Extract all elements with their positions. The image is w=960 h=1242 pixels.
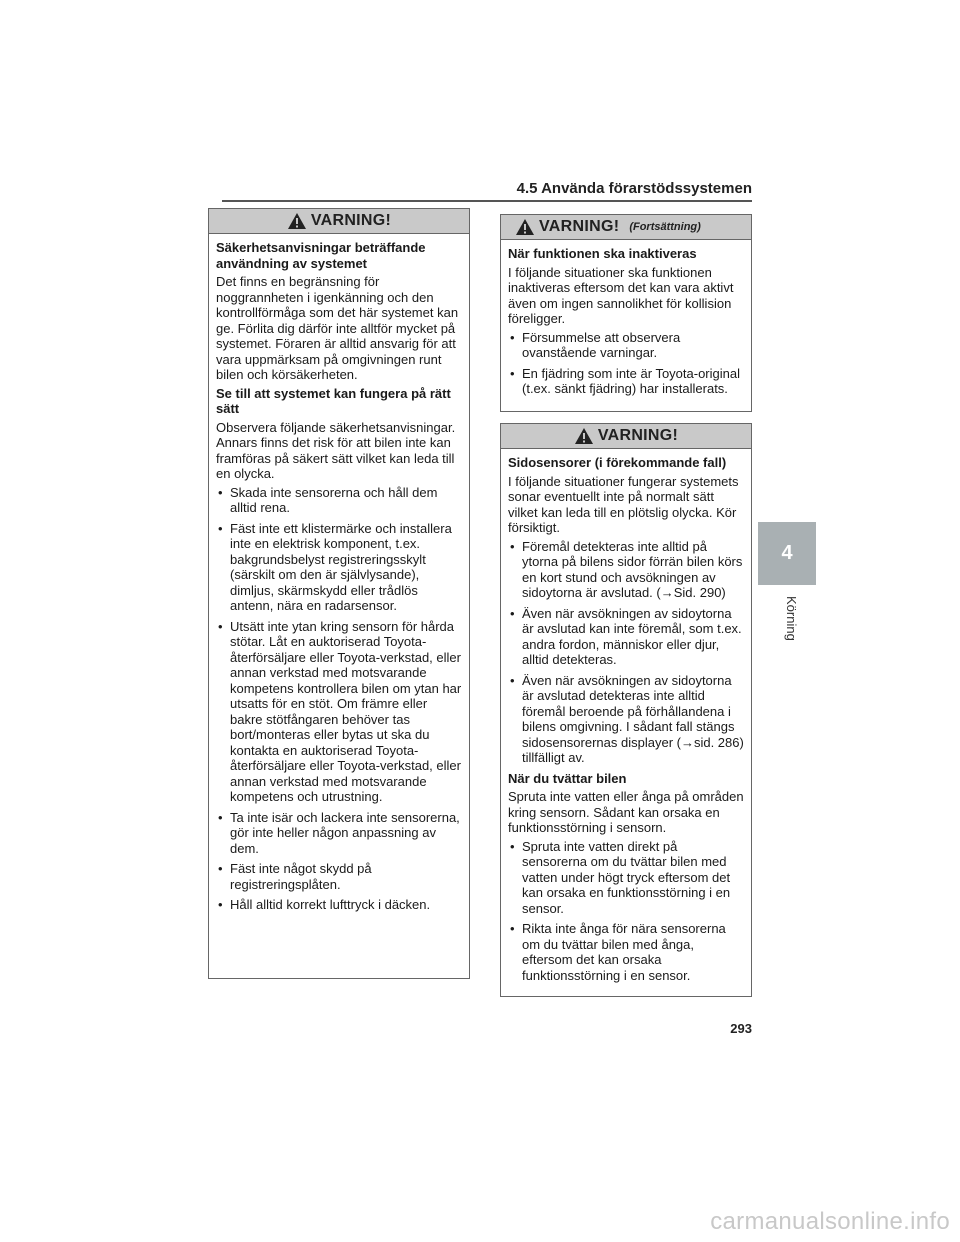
warning-body bbox=[501, 449, 751, 994]
warning-subheading: När du tvättar bilen bbox=[508, 770, 627, 786]
warning-title: VARNING! bbox=[539, 218, 620, 235]
warning-title: VARNING! bbox=[597, 427, 679, 444]
warning-bullet-list bbox=[508, 330, 745, 397]
warning-box-right-continued bbox=[500, 214, 752, 412]
list-item: • Försummelse att observera ovanstående varningar. bbox=[508, 330, 745, 361]
warning-box-left bbox=[208, 208, 470, 979]
warning-body bbox=[209, 234, 469, 924]
chapter-label: Körning bbox=[784, 596, 799, 641]
warning-bullet-list bbox=[508, 539, 745, 766]
warning-subheading: Se till att systemet kan fungera på rätt sätt bbox=[216, 385, 451, 416]
header-divider bbox=[222, 200, 752, 202]
warning-bullet-list bbox=[508, 839, 745, 984]
warning-paragraph: I följande situationer fungerar systemets sonar eventuellt inte på normalt sätt vilket kan leda till en plötslig olycka. Kör försiktigt. bbox=[508, 473, 739, 535]
warning-box-right bbox=[500, 423, 752, 997]
list-item: • Föremål detekteras inte alltid på ytorna på bilens sidor förrän bilen körs en kort stund och avsökningen av sidoytorna är avslutad. (→Sid. 290) bbox=[508, 539, 745, 601]
list-item: • Håll alltid korrekt lufttryck i däcken. bbox=[216, 897, 463, 913]
list-item: • Rikta inte ånga för nära sensorerna om du tvättar bilen med ånga, eftersom det kan orsaka funktionsstörning i en sensor. bbox=[508, 921, 745, 983]
warning-subheading: När funktionen ska inaktiveras bbox=[508, 246, 697, 261]
warning-triangle-icon bbox=[287, 212, 307, 230]
warning-title: VARNING! bbox=[310, 212, 392, 229]
chapter-tab: 4 bbox=[758, 522, 816, 585]
list-item: • Ta inte isär och lackera inte sensorerna, gör inte heller någon anpassning av dem. bbox=[216, 810, 463, 857]
warning-body bbox=[501, 240, 751, 408]
warning-subheading: Säkerhetsanvisningar beträffande användning av systemet bbox=[216, 240, 426, 271]
warning-triangle-icon bbox=[574, 427, 594, 445]
list-item: • Skada inte sensorerna och håll dem alltid rena. bbox=[216, 485, 463, 516]
list-item: • Fäst inte ett klistermärke och installera inte en elektrisk komponent, t.ex. bakgrundsbelyst registreringsskylt (särskilt om den är självlysande), dimljus, skärmskydd eller trådlös antenn, nära en radarsensor. bbox=[216, 521, 463, 614]
warning-header bbox=[501, 424, 751, 449]
warning-header bbox=[501, 215, 751, 240]
list-item: • Även när avsökningen av sidoytorna är avslutad kan inte föremål, som t.ex. andra fordon, människor eller djur, alltid detekteras. bbox=[508, 606, 745, 668]
warning-header bbox=[209, 209, 469, 234]
list-item: • Spruta inte vatten direkt på sensorerna om du tvättar bilen med vatten under högt tryck eftersom det kan orsaka en funktionsstörning i en sensor. bbox=[508, 839, 745, 917]
warning-paragraph: Spruta inte vatten eller ånga på områden kring sensorn. Sådant kan orsaka en funktionsstörning i sensorn. bbox=[508, 789, 744, 835]
warning-bullet-list bbox=[216, 485, 463, 913]
page-number: 293 bbox=[730, 1021, 752, 1036]
watermark: carmanualsonline.info bbox=[710, 1208, 950, 1235]
list-item: • Fäst inte något skydd på registreringsplåten. bbox=[216, 861, 463, 892]
warning-subheading: Sidosensorer (i förekommande fall) bbox=[508, 455, 727, 470]
list-item: • Utsätt inte ytan kring sensorn för hårda stötar. Låt en auktoriserad Toyota-återförsäljare eller Toyota-verkstad, eller annan verkstad med motsvarande kompetens kontrollera bilen om ytan har utsatts för en stöt. Om främre eller bakre stötfångaren behöver tas bort/monteras eller bytas ut ska du kontakta en auktoriserad Toyota-återförsäljare eller Toyota-verkstad, eller annan verkstad med motsvarande kompetens och utrustning. bbox=[216, 619, 463, 805]
continued-label: (Fortsättning) bbox=[629, 221, 701, 233]
section-header-title: 4.5 Använda förarstödssystemen bbox=[516, 180, 752, 197]
warning-triangle-icon bbox=[515, 218, 535, 236]
warning-paragraph: Observera följande säkerhetsanvisningar. Annars finns det risk för att bilen inte kan framföras på säkert sätt vilket kan leda till en olycka. bbox=[216, 419, 456, 481]
warning-paragraph: I följande situationer ska funktionen inaktiveras eftersom det kan vara aktivt även om ingen sannolikhet för kollision föreligger. bbox=[508, 264, 734, 326]
list-item: • En fjädring som inte är Toyota-original (t.ex. sänkt fjädring) har installerats. bbox=[508, 366, 745, 397]
warning-paragraph: Det finns en begränsning för noggrannheten i igenkänning och den kontrollförmåga som det här systemet kan ge. Förlita dig därför inte alltför mycket på systemet. Föraren är alltid ansvarig för att vara uppmärksam på omgivningen runt bilen och körsäkerheten. bbox=[216, 274, 459, 382]
list-item: • Även när avsökningen av sidoytorna är avslutad detekteras inte alltid föremål beroende på förhållandena i bilens omgivning. I sådant fall stängs sidosensorernas displayer (→sid. 286) tillfälligt av. bbox=[508, 673, 745, 766]
